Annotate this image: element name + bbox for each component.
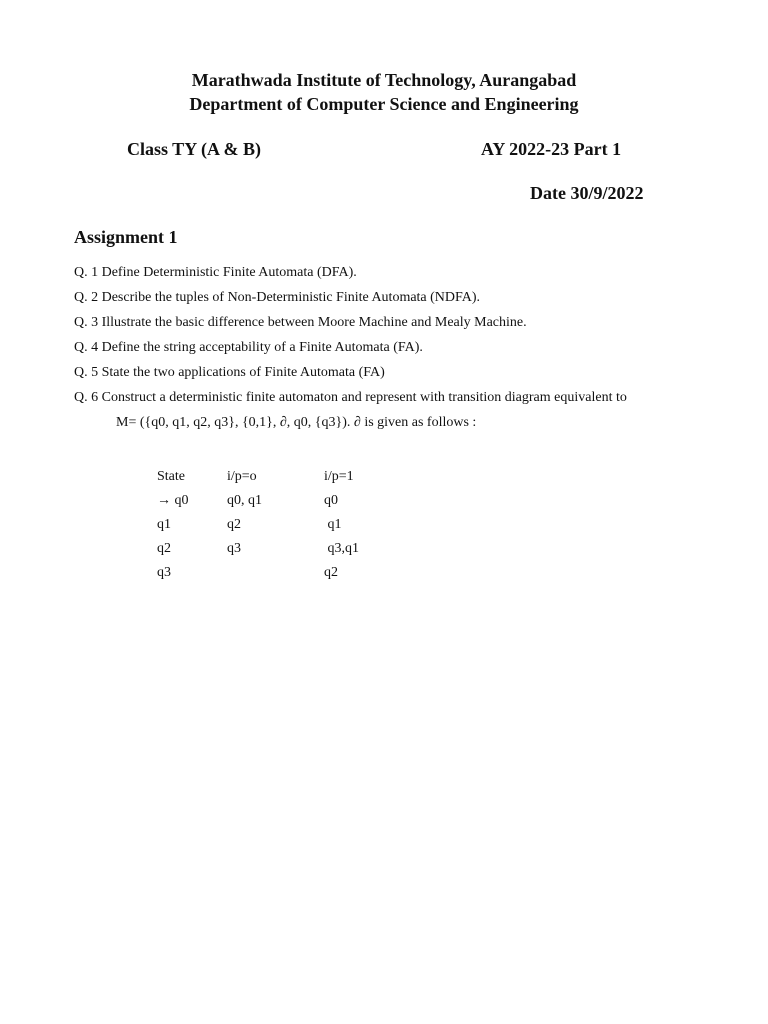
table-cell-input-1: q0 [324,493,338,508]
class-label: Class TY (A & B) [127,139,262,159]
question-2: Q. 2 Describe the tuples of Non-Deterministic Finite Automata (NDFA). [74,290,481,305]
question-6-definition: M= ({q0, q1, q2, q3}, {0,1}, ∂, q0, {q3}). ∂ is given as follows : [116,415,477,430]
table-cell-state: q3 [157,565,171,580]
table-cell-input-1: q3,q1 [324,541,359,556]
table-cell-input-1: q2 [324,565,338,580]
table-header-input-1: i/p=1 [324,469,354,484]
department-name: Department of Computer Science and Engineering [189,94,579,114]
question-1: Q. 1 Define Deterministic Finite Automata (DFA). [74,265,357,280]
table-cell-input-0: q0, q1 [227,493,262,508]
question-5: Q. 5 State the two applications of Finite Automata (FA) [74,365,385,380]
table-cell-state: q1 [157,517,171,532]
table-header-state: State [157,469,185,484]
table-cell-state: q2 [157,541,171,556]
table-cell-input-0: q2 [227,517,241,532]
assignment-title: Assignment 1 [74,227,178,247]
table-cell-state: → q0 [157,493,189,508]
question-3: Q. 3 Illustrate the basic difference between Moore Machine and Mealy Machine. [74,315,527,330]
institute-name: Marathwada Institute of Technology, Aurangabad [191,70,577,90]
academic-year-label: AY 2022-23 Part 1 [481,139,622,159]
table-cell-input-0: q3 [227,541,241,556]
question-6: Q. 6 Construct a deterministic finite automaton and represent with transition diagram equivalent to [74,390,627,405]
date-label: Date 30/9/2022 [530,183,644,203]
question-4: Q. 4 Define the string acceptability of a Finite Automata (FA). [74,340,423,355]
table-cell-input-1: q1 [324,517,342,532]
table-header-input-0: i/p=o [227,469,257,484]
